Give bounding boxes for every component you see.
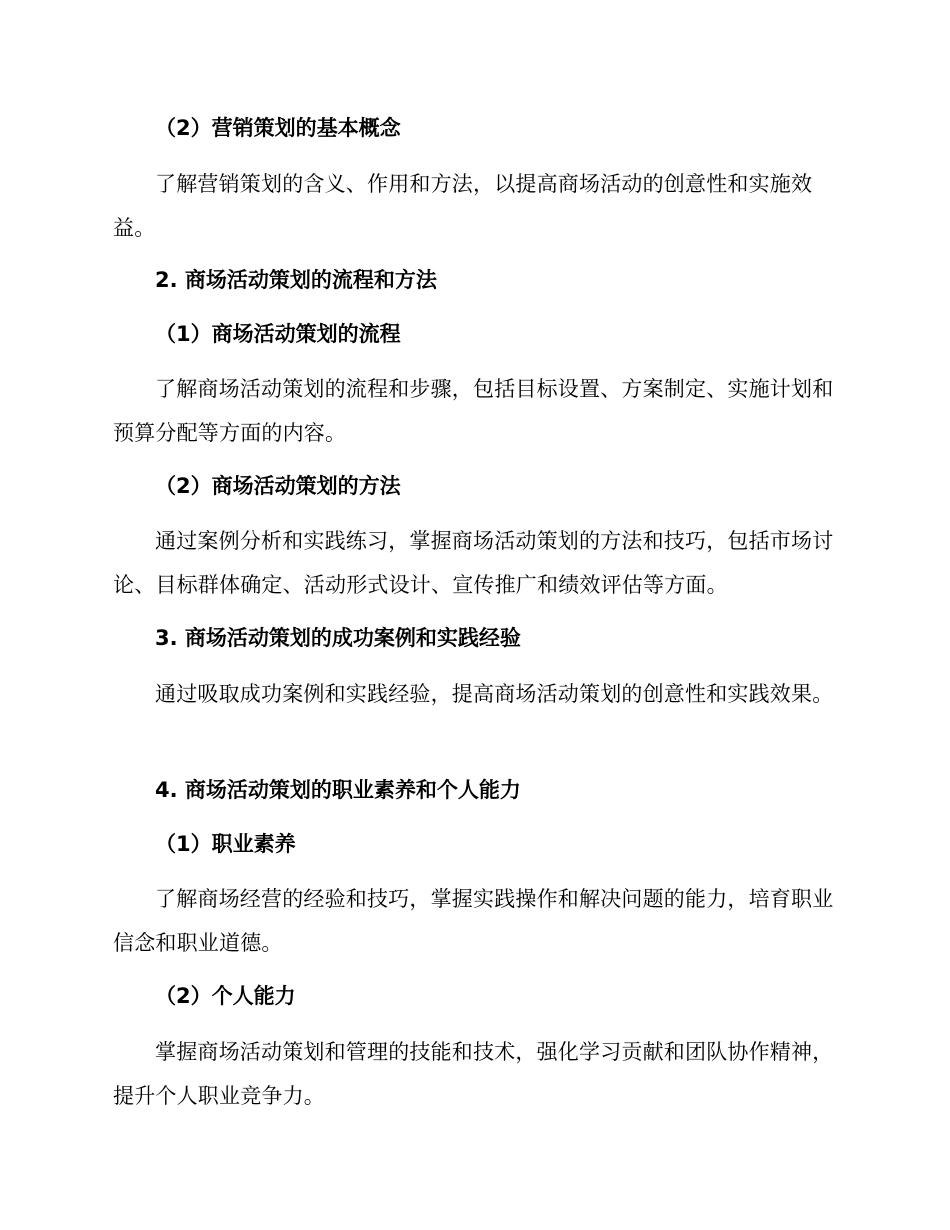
paragraph-personal-ability: 掌握商场活动策划和管理的技能和技术，强化学习贡献和团队协作精神，提升个人职业竞争力。: [113, 1040, 834, 1108]
section-heading-cases: 3. 商场活动策划的成功案例和实践经验: [155, 626, 521, 650]
paragraph-methods: 通过案例分析和实践练习，掌握商场活动策划的方法和技巧，包括市场讨论、目标群体确定、活动形式设计、宣传推广和绩效评估等方面。: [113, 529, 834, 597]
section-heading-professionalism: 4. 商场活动策划的职业素养和个人能力: [155, 778, 521, 802]
paragraph-cases: 通过吸取成功案例和实践经验，提高商场活动策划的创意性和实践效果。: [155, 682, 834, 706]
subheading-professional-quality: （1）职业素养: [155, 832, 296, 856]
paragraph-process: 了解商场活动策划的流程和步骤，包括目标设置、方案制定、实施计划和预算分配等方面的内容。: [113, 377, 834, 445]
subheading-methods: （2）商场活动策划的方法: [155, 474, 401, 498]
subheading-process: （1）商场活动策划的流程: [155, 322, 401, 346]
subheading-personal-ability: （2）个人能力: [155, 984, 296, 1008]
paragraph-marketing-concept: 了解营销策划的含义、作用和方法，以提高商场活动的创意性和实施效益。: [113, 172, 813, 240]
paragraph-professional-quality: 了解商场经营的经验和技巧，掌握实践操作和解决问题的能力，培育职业信念和职业道德。: [113, 887, 834, 955]
section-heading-process-methods: 2. 商场活动策划的流程和方法: [155, 268, 437, 292]
subheading-marketing-concept: （2）营销策划的基本概念: [155, 116, 401, 140]
